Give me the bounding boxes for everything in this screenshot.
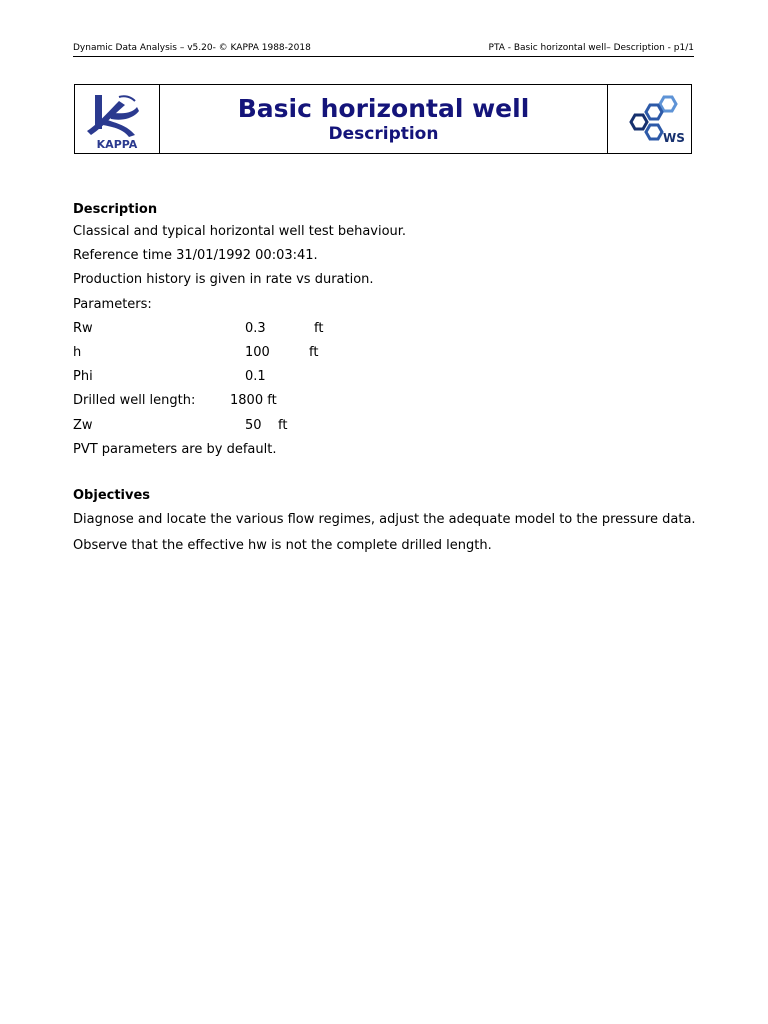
parameter-name: h <box>73 344 82 360</box>
parameter-row-h <box>73 341 713 365</box>
kappa-logo-icon <box>75 85 159 153</box>
parameter-unit: ft <box>278 417 288 433</box>
parameter-unit: ft <box>309 344 319 360</box>
hexagon-ws-icon <box>608 85 691 153</box>
title-cell <box>160 85 607 153</box>
objective-line: Diagnose and locate the various flow regimes, adjust the adequate model to the pressure data. <box>73 511 696 527</box>
parameter-value: 0.1 <box>245 369 266 385</box>
objectives-heading: Objectives <box>73 487 151 503</box>
header-left-text: Dynamic Data Analysis – v5.20- © KAPPA 1988-2018 <box>73 43 311 53</box>
svg-text:KAPPA: KAPPA <box>96 138 138 151</box>
parameter-value: 50 <box>245 417 262 433</box>
page-header <box>73 42 694 57</box>
parameter-row-zw <box>73 414 713 438</box>
parameter-name: Zw <box>73 417 93 433</box>
description-line: Classical and typical horizontal well test behaviour. <box>73 224 407 239</box>
document-subtitle: Description <box>328 124 439 144</box>
objective-line: Observe that the effective hw is not the complete drilled length. <box>73 537 492 553</box>
parameter-value: 0.3 <box>245 320 266 336</box>
parameter-value: 1800 ft <box>230 393 277 409</box>
kappa-logo <box>75 85 160 153</box>
parameter-row-rw <box>73 317 713 341</box>
ws-logo <box>607 85 691 153</box>
description-line: Reference time 31/01/1992 00:03:41. <box>73 248 318 264</box>
document-body <box>73 200 713 558</box>
document-title: Basic horizontal well <box>237 94 530 123</box>
description-line: Parameters: <box>73 296 152 312</box>
parameter-row-phi <box>73 365 713 389</box>
pvt-note: PVT parameters are by default. <box>73 441 277 457</box>
parameter-unit: ft <box>314 320 324 336</box>
description-line: Production history is given in rate vs duration. <box>73 272 374 288</box>
svg-text:WS: WS <box>663 131 685 145</box>
parameter-name: Rw <box>73 320 93 336</box>
parameter-value: 100 <box>245 344 270 360</box>
header-right-text: PTA - Basic horizontal well– Description - p1/1 <box>488 43 694 53</box>
title-block <box>74 84 692 154</box>
parameter-row-drilled-length <box>73 389 713 413</box>
parameter-name: Drilled well length: <box>73 393 196 409</box>
parameter-name: Phi <box>73 369 93 385</box>
description-heading: Description <box>73 202 158 217</box>
